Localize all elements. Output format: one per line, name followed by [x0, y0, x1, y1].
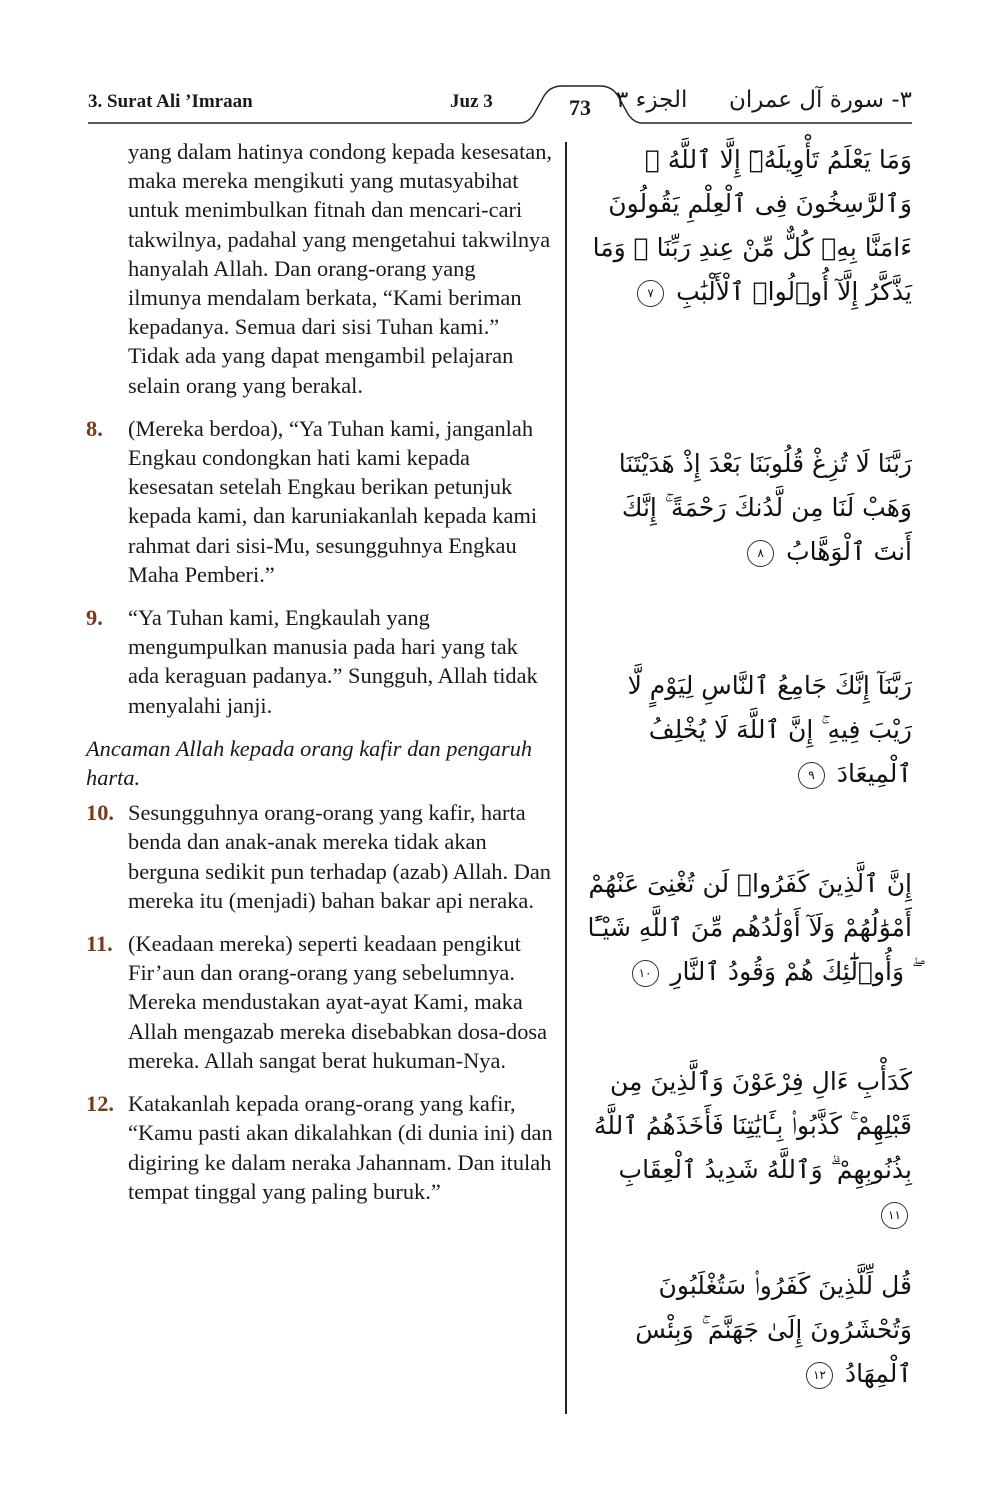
verse-number: 10. [86, 800, 114, 826]
ayah-end-marker: ٧ [637, 280, 664, 307]
arabic-juz-label: الجزء ٣ [616, 87, 688, 113]
verse-text: (Keadaan mereka) seperti keadaan pengikut Fir’aun dan orang-orang yang sebelumnya. Mereka mendustakan ayat-ayat Kami, maka Allah mengazab mereka disebabkan dosa-dosa mereka. Allah sangat berat hukuman-Nya. [128, 931, 548, 1073]
arabic-verse-10 [582, 862, 912, 994]
verse-text: yang dalam hatinya condong kepada kesesatan, maka mereka mengikuti yang mutasyabihat untuk menimbulkan fitnah dan mencari-cari takwilnya, padahal yang mengetahui takwilnya hanyalah Allah. Dan orang-orang yang ilmunya mendalam berkata, “Kami beriman kepadanya. Semua dari sisi Tuhan kami.” Tidak ada yang dapat mengambil pelajaran selain orang yang berakal. [128, 139, 553, 398]
ayah-end-marker: ١١ [881, 1202, 908, 1229]
verse-8 [86, 414, 554, 589]
translation-column [86, 137, 554, 1206]
juz-label: Juz 3 [450, 91, 493, 112]
verse-9 [86, 603, 554, 720]
surah-title: 3. Surat Ali ’Imraan [88, 91, 253, 112]
arabic-verse-7 [582, 138, 912, 314]
arabic-text: وَمَا يَعْلَمُ تَأْوِيلَهُۥٓ إِلَّا ٱللَّهُ ۗ وَٱلرَّٰسِخُونَ فِى ٱلْعِلْمِ يَقُولُونَ ءَامَنَّا بِهِۦ كُلٌّ مِّنْ عِندِ رَبِّنَا ۗ وَمَا يَذَّكَّرُ إِلَّآ أُو۟لُوا۟ ٱلْأَلْبَٰبِ [592, 145, 912, 306]
verse-10 [86, 798, 554, 915]
verse-text: Katakanlah kepada orang-orang yang kafir, “Kamu pasti akan dikalahkan (di dunia ini) dan digiring ke dalam neraka Jahannam. Dan itulah tempat tinggal yang paling buruk.” [128, 1091, 553, 1204]
arabic-text: رَبَّنَآ إِنَّكَ جَامِعُ ٱلنَّاسِ لِيَوْمٍ لَّا رَيْبَ فِيهِ ۚ إِنَّ ٱللَّهَ لَا يُخْلِفُ ٱلْمِيعَادَ [627, 671, 912, 788]
column-divider [565, 142, 567, 1414]
arabic-verse-9 [582, 664, 912, 796]
arabic-text: رَبَّنَا لَا تُزِغْ قُلُوبَنَا بَعْدَ إِذْ هَدَيْتَنَا وَهَبْ لَنَا مِن لَّدُنكَ رَحْمَةً ۚ إِنَّكَ أَنتَ ٱلْوَهَّابُ [618, 449, 912, 566]
verse-number: 8. [86, 415, 103, 441]
arabic-verse-8 [582, 442, 912, 574]
verse-7-continuation [86, 137, 554, 400]
arabic-verse-12 [582, 1264, 912, 1396]
verse-number: 9. [86, 605, 103, 631]
verse-12 [86, 1089, 554, 1206]
ayah-end-marker: ٨ [747, 540, 774, 567]
page-header [88, 78, 912, 128]
verse-text: Sesungguhnya orang-orang yang kafir, harta benda dan anak-anak mereka tidak akan berguna sedikit pun terhadap (azab) Allah. Dan mereka itu (menjadi) bahan bakar api neraka. [128, 800, 551, 913]
verse-text: (Mereka berdoa), “Ya Tuhan kami, janganlah Engkau condongkan hati kami kepada kesesatan setelah Engkau berikan petunjuk kepada kami, dan karuniakanlah kepada kami rahmat dari sisi-Mu, sesungguhnya Engkau Maha Pemberi.” [128, 415, 538, 587]
arabic-text: إِنَّ ٱلَّذِينَ كَفَرُوا۟ لَن تُغْنِىَ عَنْهُمْ أَمْوَٰلُهُمْ وَلَآ أَوْلَٰدُهُم مِّنَ ٱللَّهِ شَيْـًٔا ۖ وَأُو۟لَٰٓئِكَ هُمْ وَقُودُ ٱلنَّارِ [587, 869, 912, 986]
verse-11 [86, 929, 554, 1075]
page-number: 73 [569, 95, 591, 120]
arabic-surah-title: ٣- سورة آل عمران [729, 87, 912, 113]
verse-number: 12. [86, 1091, 114, 1117]
verse-text: “Ya Tuhan kami, Engkaulah yang mengumpulkan manusia pada hari yang tak ada keraguan padanya.” Sungguh, Allah tidak menyalahi janji. [128, 605, 538, 718]
ayah-end-marker: ٩ [798, 762, 825, 789]
arabic-verse-11 [582, 1060, 912, 1236]
ayah-end-marker: ١٢ [806, 1362, 833, 1389]
section-heading: Ancaman Allah kepada orang kafir dan pengaruh harta. [86, 735, 533, 791]
ayah-end-marker: ١٠ [632, 960, 659, 987]
arabic-text: قُل لِّلَّذِينَ كَفَرُوا۟ سَتُغْلَبُونَ وَتُحْشَرُونَ إِلَىٰ جَهَنَّمَ ۚ وَبِئْسَ ٱلْمِهَادُ [635, 1271, 912, 1388]
arabic-text: كَدَأْبِ ءَالِ فِرْعَوْنَ وَٱلَّذِينَ مِن قَبْلِهِمْ ۚ كَذَّبُوا۟ بِـَٔايَٰتِنَا فَأَخَذَهُمُ ٱللَّهُ بِذُنُوبِهِمْ ۗ وَٱللَّهُ شَدِيدُ ٱلْعِقَابِ [593, 1067, 912, 1184]
verse-number: 11. [86, 931, 113, 957]
